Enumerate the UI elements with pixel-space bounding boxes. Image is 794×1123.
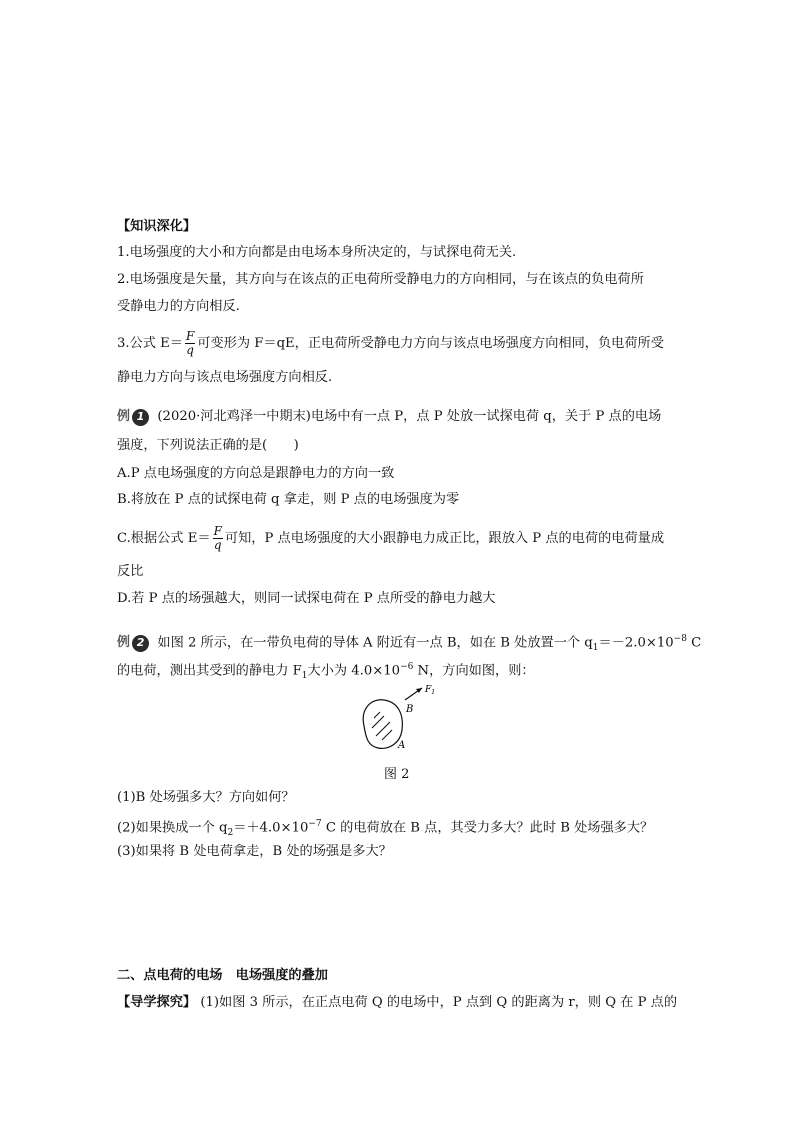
- knowledge-point-3: [117, 330, 664, 357]
- example-label: 例: [117, 409, 131, 424]
- example2-badge: [117, 634, 149, 652]
- question-text: ＝＋4.0×10: [233, 820, 309, 836]
- knowledge-point-2b: 受静电力的方向相反.: [117, 299, 240, 314]
- force-letter: F: [425, 685, 432, 695]
- example1-option-b: B.将放在 P 点的试探电荷 q 拿走，则 P 点的电场强度为零: [117, 492, 460, 507]
- example-number-icon: 1: [132, 409, 149, 426]
- stem-text: N，方向如图，则：: [413, 663, 535, 679]
- figure-2-diagram: [350, 680, 450, 760]
- fraction-f-over-q: [185, 330, 195, 357]
- subscript: 2: [227, 828, 234, 839]
- fraction-denominator: q: [186, 343, 194, 357]
- guide-explore-label: 【导学探究】: [117, 995, 197, 1010]
- hatch-line: [382, 730, 392, 740]
- example2-question-2: [117, 815, 653, 842]
- knowledge-point-1: 1.电场强度的大小和方向都是由电场本身所决定的，与试探电荷无关.: [117, 245, 517, 260]
- example2-stem-line2: [117, 658, 535, 685]
- example1-stem-line1: [117, 408, 661, 426]
- question-text: C 的电荷放在 B 点，其受力多大？此时 B 处场强多大？: [321, 820, 654, 836]
- knowledge-heading: 【知识深化】: [117, 219, 197, 234]
- hatch-line: [374, 712, 380, 718]
- superscript: −7: [308, 819, 322, 829]
- formula-prefix: 3.公式 E＝: [117, 336, 183, 351]
- force-f1-label: [424, 685, 435, 696]
- stem-text: 如图 2 所示，在一带负电荷的导体 A 附近有一点 B，如在 B 处放置一个 q: [157, 635, 593, 651]
- knowledge-point-3b: 静电力方向与该点电场强度方向相反.: [117, 370, 333, 385]
- question-text: (2)如果换成一个 q: [117, 820, 228, 836]
- example1-option-d: D.若 P 点的场强越大，则同一试探电荷在 P 点所受的静电力越大: [117, 591, 496, 606]
- superscript: −8: [673, 634, 687, 644]
- knowledge-point-2a: 2.电场强度是矢量，其方向与在该点的正电荷所受静电力的方向相同，与在该点的负电荷所: [117, 272, 644, 287]
- force-subscript: 1: [431, 689, 436, 696]
- stem-text: 大小为 4.0×10: [307, 663, 401, 679]
- conductor-a-outline: [363, 700, 402, 749]
- conductor-a-label: A: [398, 740, 406, 751]
- section-2-title: 二、点电荷的电场 电场强度的叠加: [117, 968, 328, 983]
- subscript: 1: [301, 671, 308, 682]
- point-b-label: B: [406, 704, 414, 715]
- stem-text: 的电荷，测出其受到的静电力 F: [117, 663, 302, 679]
- example1-stem-line2: 强度，下列说法正确的是( ): [117, 438, 299, 453]
- example1-stem-a: 电场中有一点 P，点 P 处放一试探电荷 q，关于 P 点的电场: [310, 409, 662, 424]
- option-c-prefix: C.根据公式 E＝: [117, 531, 211, 546]
- fraction-numerator: F: [185, 329, 195, 343]
- formula-suffix: 可变形为 F＝qE，正电荷所受静电力方向与该点电场强度方向相同，负电荷所受: [197, 336, 664, 351]
- example2-stem-line1: [117, 630, 701, 657]
- stem-text: ＝－2.0×10: [598, 635, 674, 651]
- option-c-suffix: 可知，P 点电场强度的大小跟静电力成正比，跟放入 P 点的电荷的电荷量成: [224, 531, 665, 546]
- fraction-denominator: q: [213, 538, 222, 552]
- fraction-numerator: F: [213, 524, 222, 538]
- example-number-icon: 2: [132, 635, 149, 652]
- figure-2-caption: 图 2: [384, 767, 410, 782]
- example1-source: (2020·河北鸡泽一中期末): [157, 409, 311, 424]
- example1-option-a: A.P 点电场强度的方向总是跟静电力的方向一致: [117, 466, 395, 481]
- stem-text: C: [686, 635, 702, 651]
- superscript: −6: [400, 662, 414, 672]
- example-label: 例: [117, 635, 131, 651]
- guide-explore-line: [117, 994, 677, 1012]
- example1-badge: [117, 408, 149, 426]
- subscript: 1: [592, 643, 599, 654]
- example1-option-c-cont: 反比: [117, 564, 144, 579]
- example1-option-c: [117, 525, 664, 552]
- example2-question-3: (3)如果将 B 处电荷拿走，B 处的场强是多大？: [117, 844, 392, 859]
- guide-explore-text: (1)如图 3 所示，在正点电荷 Q 的电场中，P 点到 Q 的距离为 r，则 Q 在 P 点的: [200, 995, 678, 1010]
- fraction-f-over-q: [213, 525, 223, 552]
- example2-question-1: (1)B 处场强多大？方向如何？: [117, 790, 295, 805]
